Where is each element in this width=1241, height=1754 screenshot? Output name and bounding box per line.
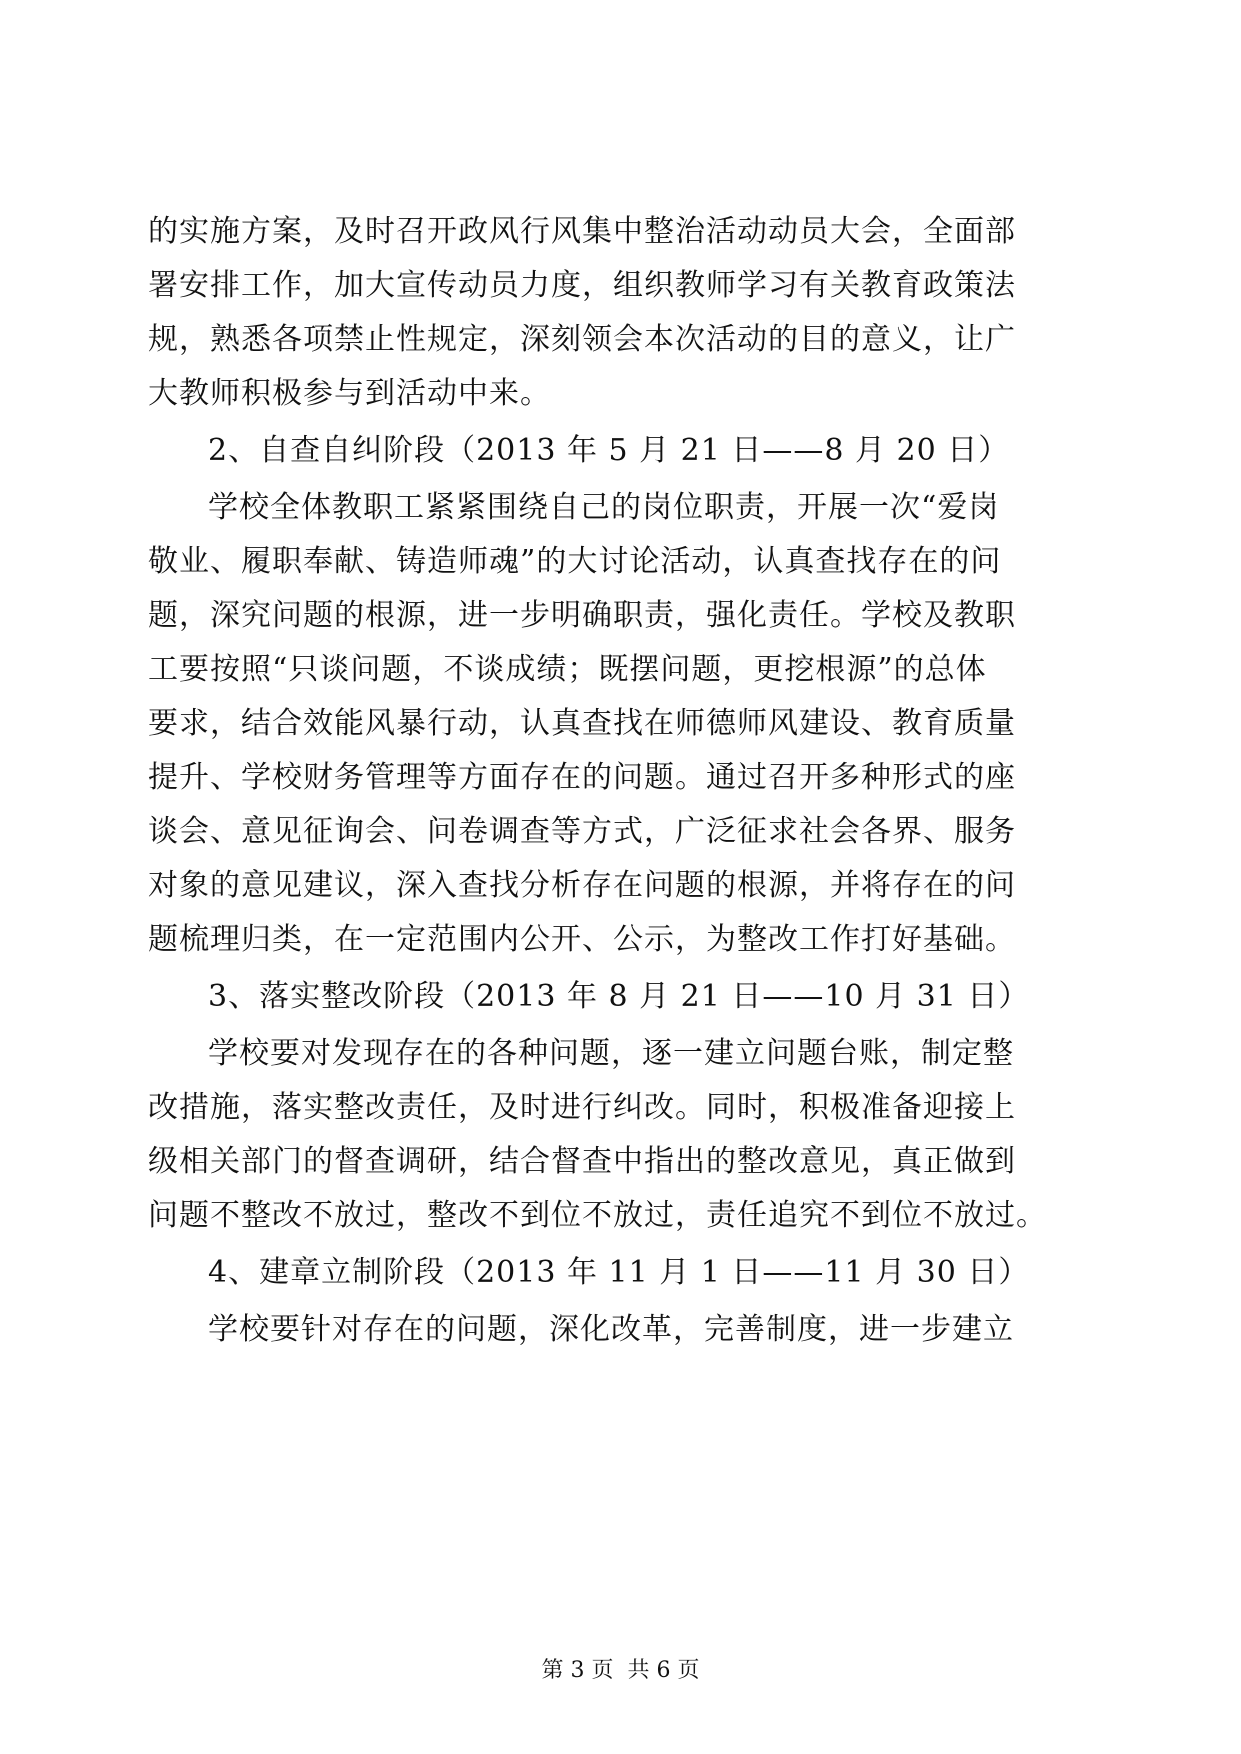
body-line-13: 对象的意见建议，深入查找分析存在问题的根源，并将存在的问 bbox=[148, 868, 1016, 903]
section-heading-2: 2、自查自纠阶段（2013 年 5 月 21 日——8 月 20 日） bbox=[208, 433, 1010, 468]
body-line-8: 题，深究问题的根源，进一步明确职责，强化责任。学校及教职 bbox=[148, 598, 1016, 633]
page-footer: 第 3 页 共 6 页 bbox=[541, 1658, 700, 1683]
body-line-10: 要求，结合效能风暴行动，认真查找在师德师风建设、教育质量 bbox=[148, 706, 1016, 741]
body-line-18: 级相关部门的督查调研，结合督查中指出的整改意见，真正做到 bbox=[148, 1144, 1016, 1179]
body-line-1: 的实施方案，及时召开政风行风集中整治活动动员大会，全面部 bbox=[148, 214, 1016, 249]
body-line-14: 题梳理归类，在一定范围内公开、公示，为整改工作打好基础。 bbox=[148, 922, 1016, 957]
body-line-11: 提升、学校财务管理等方面存在的问题。通过召开多种形式的座 bbox=[148, 760, 1016, 795]
body-line-7: 敬业、履职奉献、铸造师魂”的大讨论活动，认真查找存在的问 bbox=[148, 544, 1002, 579]
body-line-3: 规，熟悉各项禁止性规定，深刻领会本次活动的目的意义，让广 bbox=[148, 322, 1016, 357]
body-line-2: 署安排工作，加大宣传动员力度，组织教师学习有关教育政策法 bbox=[148, 268, 1016, 303]
body-line-12: 谈会、意见征询会、问卷调查等方式，广泛征求社会各界、服务 bbox=[148, 814, 1016, 849]
body-line-19: 问题不整改不放过，整改不到位不放过，责任追究不到位不放过。 bbox=[148, 1198, 1047, 1233]
body-line-21: 学校要针对存在的问题，深化改革，完善制度，进一步建立 bbox=[208, 1312, 1014, 1347]
body-line-4: 大教师积极参与到活动中来。 bbox=[148, 376, 551, 411]
body-line-9: 工要按照“只谈问题，不谈成绩；既摆问题，更挖根源”的总体 bbox=[148, 652, 987, 687]
section-heading-4: 4、建章立制阶段（2013 年 11 月 1 日——11 月 30 日） bbox=[208, 1255, 1030, 1290]
body-line-16: 学校要对发现存在的各种问题，逐一建立问题台账，制定整 bbox=[208, 1036, 1014, 1071]
body-line-6: 学校全体教职工紧紧围绕自己的岗位职责，开展一次“爱岗 bbox=[208, 490, 1000, 525]
section-heading-3: 3、落实整改阶段（2013 年 8 月 21 日——10 月 31 日） bbox=[208, 979, 1030, 1014]
body-line-17: 改措施，落实整改责任，及时进行纠改。同时，积极准备迎接上 bbox=[148, 1090, 1016, 1125]
